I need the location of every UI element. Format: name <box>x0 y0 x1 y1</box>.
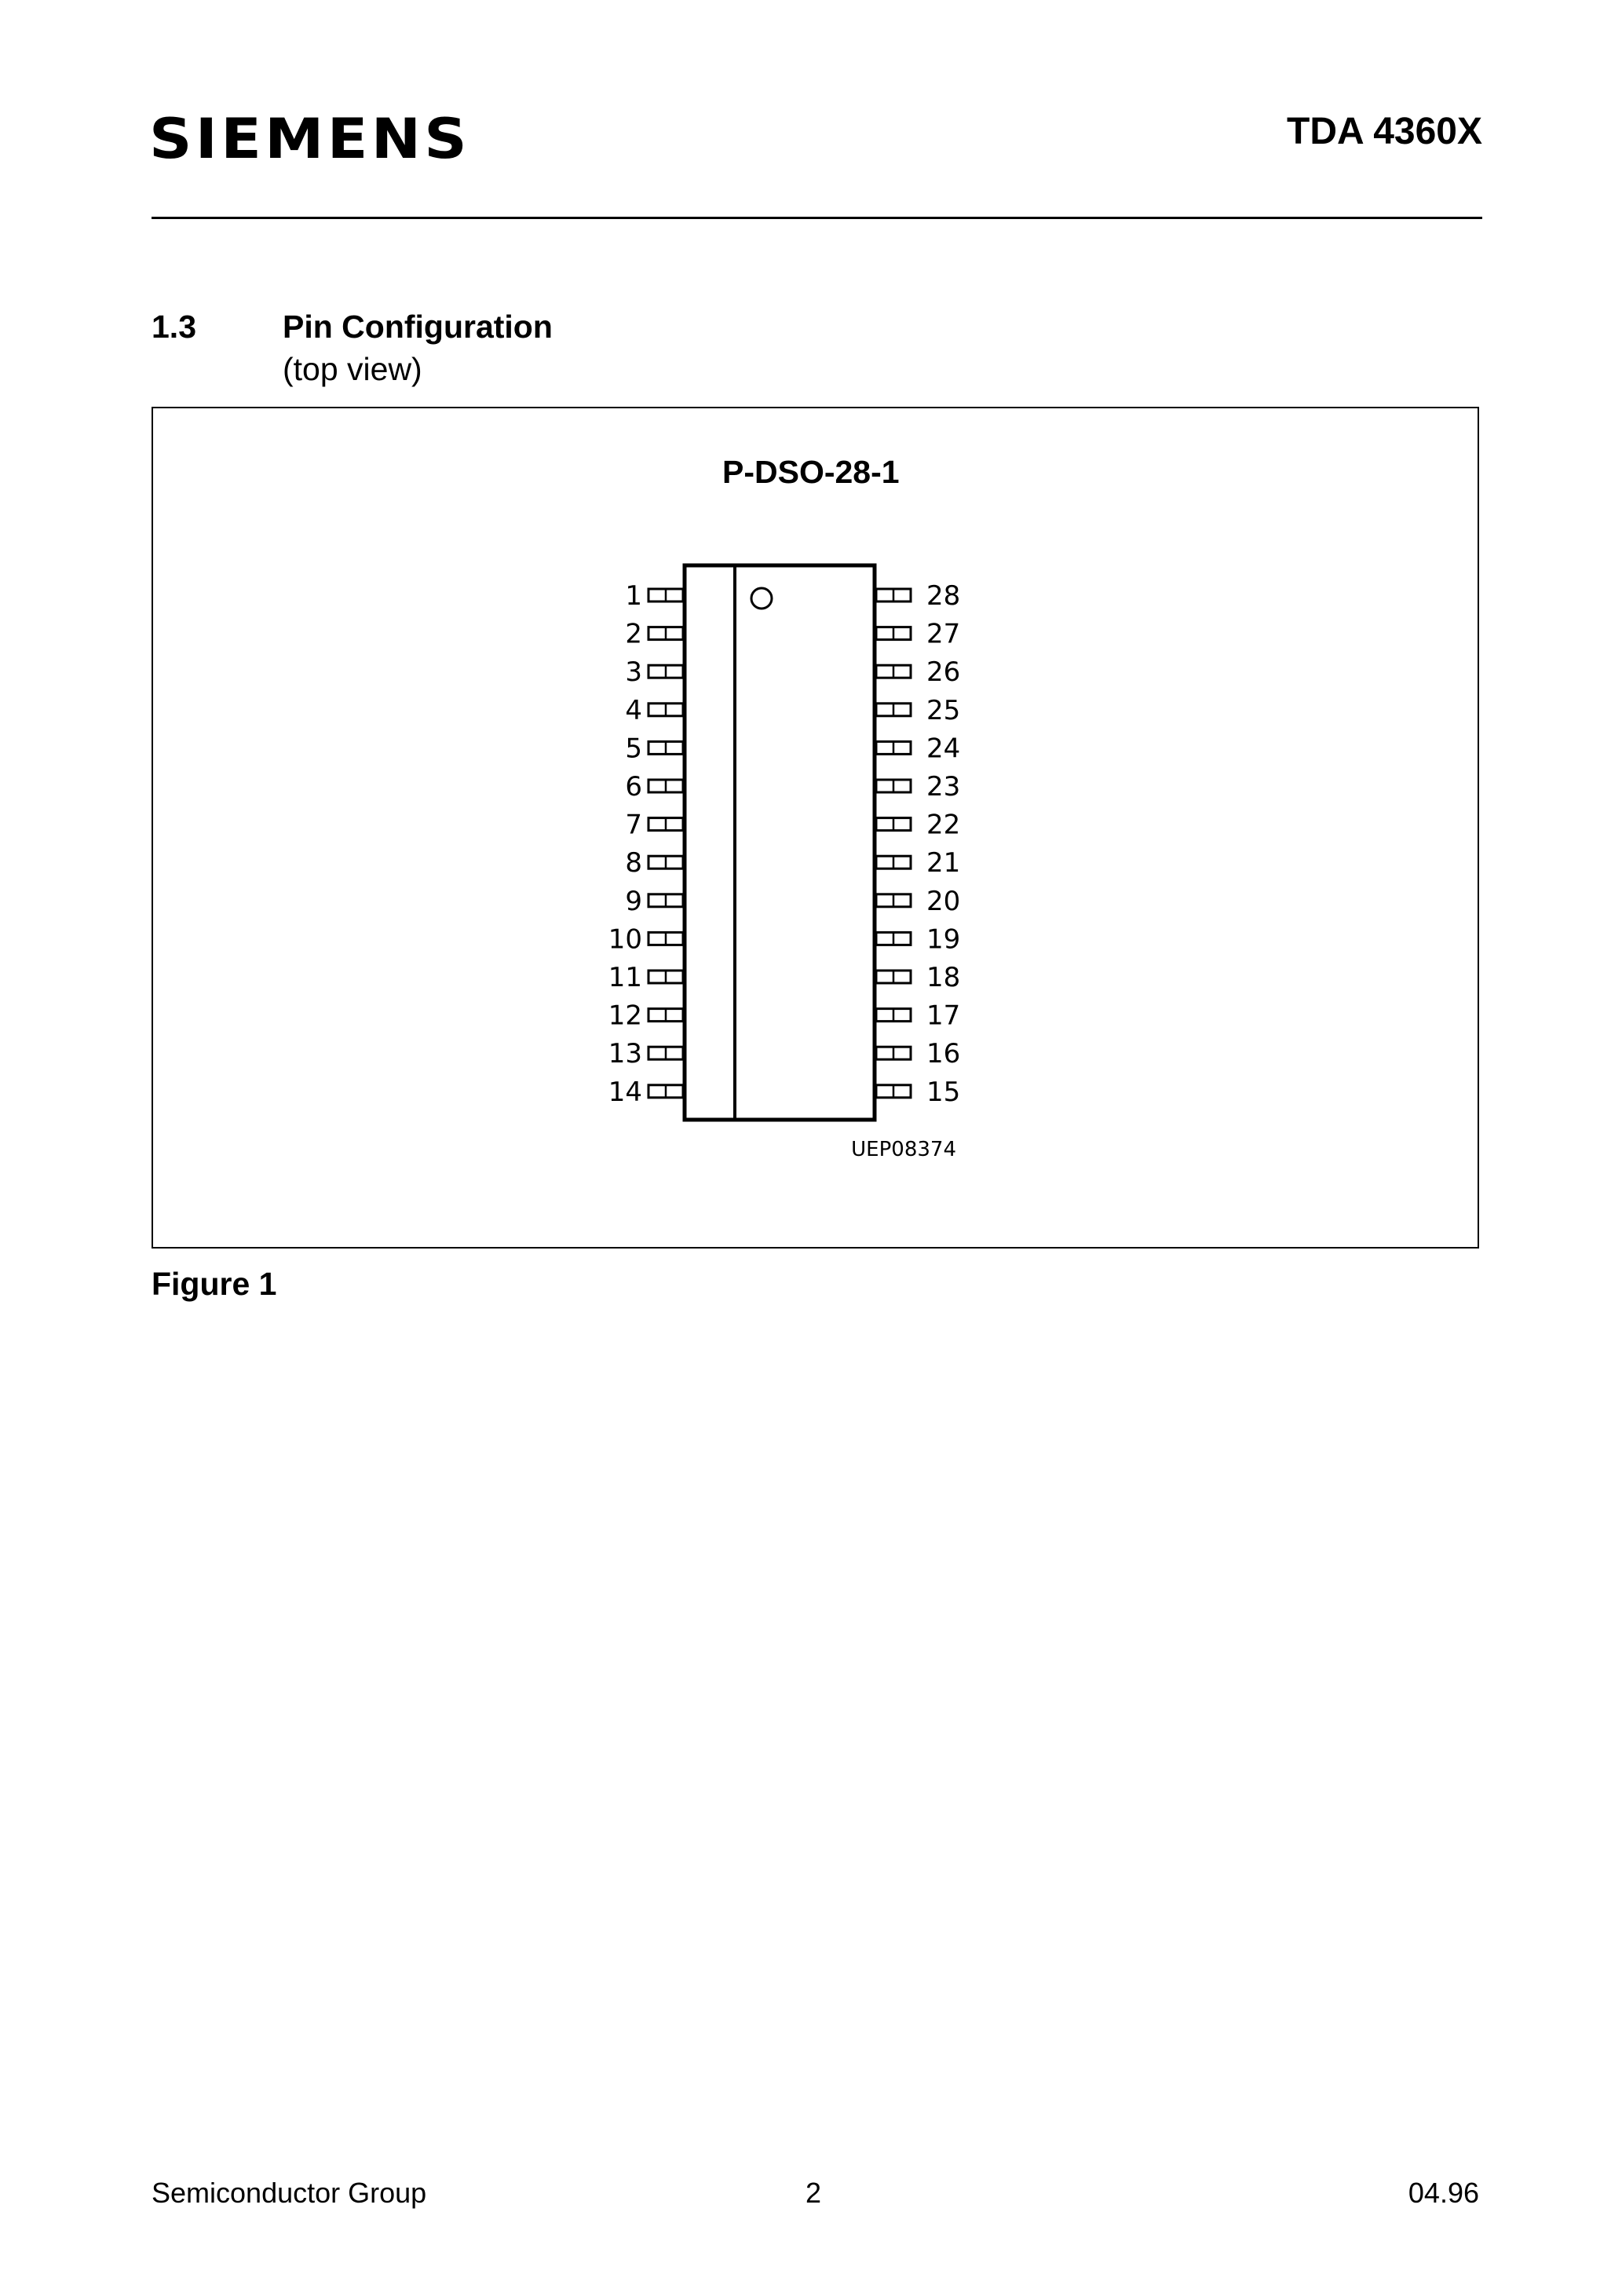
pin-number-right: 16 <box>926 1038 961 1070</box>
pin-number-right: 19 <box>926 923 961 956</box>
pin-number-left: 1 <box>625 580 642 612</box>
pin-number-right: 18 <box>926 962 961 993</box>
pin-number-right: 26 <box>926 656 961 689</box>
section-number: 1.3 <box>152 309 196 345</box>
pin-number-left: 2 <box>625 618 642 650</box>
pin-number-left: 11 <box>608 962 642 993</box>
pin-number-right: 23 <box>926 771 961 803</box>
pin-number-left: 10 <box>608 923 642 956</box>
pin-number-right: 27 <box>926 618 961 650</box>
pin-number-right: 22 <box>926 809 961 841</box>
siemens-logo: SIEMENS <box>149 107 471 171</box>
pin-number-right: 15 <box>926 1076 961 1108</box>
pin-configuration-diagram <box>597 550 1052 1178</box>
left-pin-row <box>608 580 683 1108</box>
drawing-code: UEP08374 <box>851 1138 956 1161</box>
pin-number-left: 8 <box>625 847 642 879</box>
pin-number-left: 6 <box>625 771 642 803</box>
pin-number-right: 21 <box>926 847 961 879</box>
footer-company: Semiconductor Group <box>152 2177 427 2209</box>
section-title: Pin Configuration <box>283 309 553 345</box>
footer-page-number: 2 <box>806 2177 822 2209</box>
figure-label: Figure 1 <box>152 1266 277 1302</box>
package-name: P-DSO-28-1 <box>722 454 900 490</box>
footer-date: 04.96 <box>1408 2177 1479 2209</box>
pin-number-left: 12 <box>608 1000 642 1032</box>
part-number: TDA 4360X <box>1287 111 1482 152</box>
pin-number-right: 24 <box>926 733 961 765</box>
pin-number-right: 17 <box>926 1000 961 1032</box>
pin-number-left: 13 <box>608 1038 642 1070</box>
pin-number-right: 25 <box>926 694 961 726</box>
right-pin-row <box>876 580 960 1108</box>
pin-number-left: 4 <box>625 694 642 726</box>
pin-number-left: 7 <box>625 809 642 841</box>
pin-number-left: 3 <box>625 656 642 689</box>
section-subtitle: (top view) <box>283 351 422 387</box>
header-rule <box>152 217 1482 219</box>
pin-number-left: 5 <box>625 733 642 765</box>
ic-package-body <box>685 565 875 1120</box>
pin1-marker-icon <box>751 588 772 609</box>
pin-number-right: 28 <box>926 580 961 612</box>
pin-number-left: 9 <box>625 885 642 917</box>
package-outline <box>685 565 875 1120</box>
pin-number-left: 14 <box>608 1076 642 1108</box>
pin-number-right: 20 <box>926 885 961 917</box>
